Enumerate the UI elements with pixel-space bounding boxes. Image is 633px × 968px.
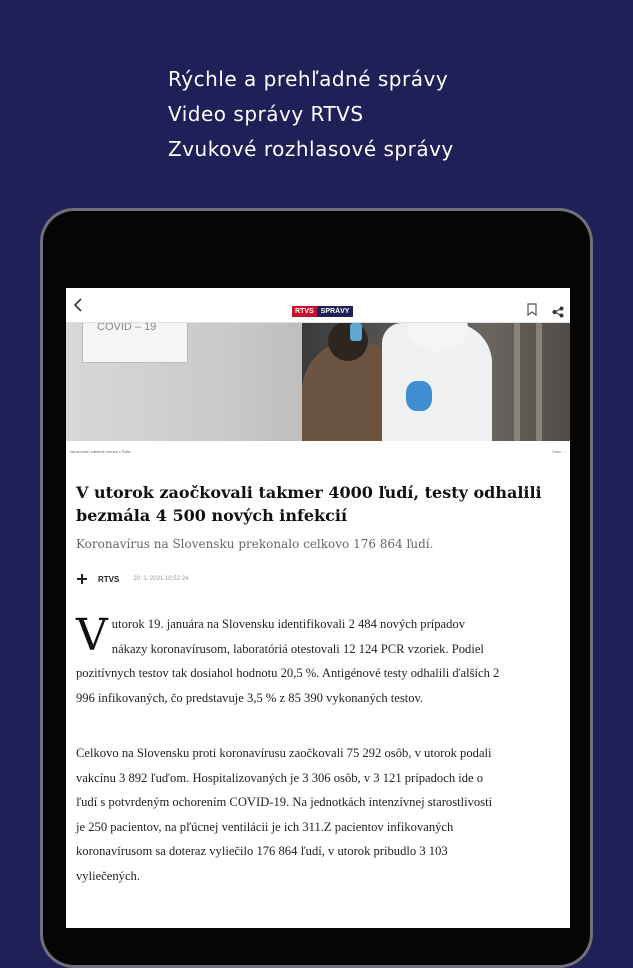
promo-text bbox=[168, 62, 454, 167]
covid-sign: COVID – 19 bbox=[82, 323, 188, 363]
chevron-left-icon bbox=[73, 298, 83, 312]
hero-pole bbox=[514, 323, 520, 441]
back-button[interactable] bbox=[70, 295, 86, 315]
share-icon bbox=[552, 306, 564, 318]
hero-protective-suit bbox=[382, 323, 492, 441]
caption-text: Na snímke odberné miesto v Šaľe. bbox=[70, 449, 132, 454]
article-source[interactable]: RTVS bbox=[98, 574, 120, 584]
bookmark-icon bbox=[527, 303, 537, 316]
hero-pole bbox=[536, 323, 542, 441]
article-subheadline: Koronavírus na Slovensku prekonalo celkovo 176 864 ľudí. bbox=[76, 537, 434, 551]
promo-line-1: Rýchle a prehľadné správy bbox=[168, 67, 449, 91]
hero-mask bbox=[350, 323, 362, 341]
article-timestamp: 20. 1. 2021 10:52:24 bbox=[133, 576, 189, 582]
bookmark-button[interactable] bbox=[527, 301, 537, 314]
share-button[interactable] bbox=[552, 303, 564, 315]
dropcap: V bbox=[76, 610, 108, 661]
plus-icon[interactable] bbox=[76, 573, 88, 585]
hero-image bbox=[66, 323, 570, 441]
article-headline: V utorok zaočkovali takmer 4000 ľudí, testy odhalili bezmála 4 500 nových infekcií bbox=[76, 483, 542, 525]
paragraph-1-text: utorok 19. januára na Slovensku identifikovali 2 484 nových prípadov nákazy koronavírusom, laboratóriá otestovali 12 124 PCR vzoriek. Podiel pozitívnych testov tak dosiahol hodnotu 20,5 %. Antigénové testy odhalili ďalších 2 996 infikovaných, čo predstavuje 3,5 % z 85 390 vykonaných testov. bbox=[76, 617, 500, 705]
article-meta bbox=[76, 572, 188, 586]
photo-credit: Foto: ... bbox=[552, 449, 566, 454]
promo-line-2: Video správy RTVS bbox=[168, 102, 364, 126]
article-paragraph-2: Celkovo na Slovensku proti koronavírusu zaočkovali 75 292 osôb, v utorok podali vakcínu 3 892 ľuďom. Hospitalizovaných je 3 306 osôb, v 3 121 prípadoch ide o ľudí s potvrdeným ochorením COVID-19. Na jednotkách intenzívnej starostlivosti je 250 pacientov, na pľúcnej ventilácii je ich 311.Z pacientov infikovaných koronavírusom sa doteraz vyliečilo 176 864 ľudí, v utorok pribudlo 3 103 vyliečených. bbox=[76, 746, 493, 883]
logo-part-spravy: SPRÁVY bbox=[317, 306, 354, 317]
rtvs-spravy-logo bbox=[292, 306, 348, 317]
hero-glove bbox=[406, 381, 432, 411]
image-caption bbox=[66, 441, 570, 461]
promo-line-3: Zvukové rozhlasové správy bbox=[168, 137, 454, 161]
logo-part-rtvs: RTVS bbox=[292, 306, 317, 317]
app-screen bbox=[66, 288, 570, 928]
app-bar bbox=[66, 288, 570, 323]
article-paragraph-1 bbox=[76, 612, 500, 710]
